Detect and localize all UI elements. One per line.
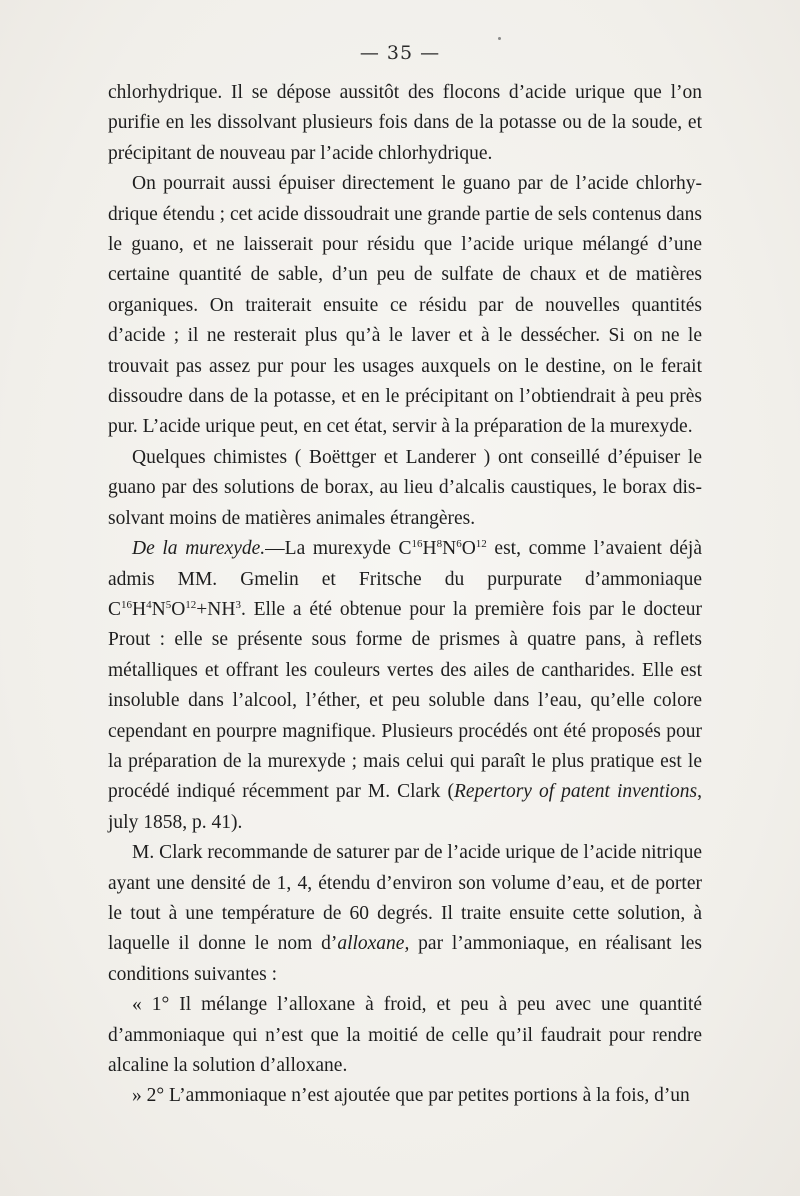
text-fragment: —La murexyde C bbox=[265, 538, 412, 560]
formula-index: 16 bbox=[121, 598, 133, 611]
text-fragment: par l’ammoniaque, en réalisant les conditions suivantes : bbox=[108, 933, 702, 985]
paragraph-5 bbox=[108, 838, 702, 990]
body-text bbox=[108, 78, 702, 1112]
section-title: De la murexyde. bbox=[132, 538, 266, 560]
text-fragment: , july 1858, p. 41). bbox=[108, 781, 702, 833]
text-fragment: N bbox=[151, 598, 166, 620]
alloxane-term: alloxane, bbox=[337, 933, 410, 955]
text-fragment: O bbox=[171, 598, 186, 620]
paragraph-3: Quelques chimistes ( Boëttger et Landerer ) ont conseillé d’épuiser le guano par des solutions de borax, au lieu d’alcalis caustiques, le borax dissolvant moins de matières animales étrangères. bbox=[108, 446, 702, 529]
formula-index: 3 bbox=[235, 598, 241, 611]
formula-index: 12 bbox=[475, 538, 487, 551]
paragraph-6: « 1° Il mélange l’alloxane à froid, et peu à peu avec une quantité d’ammoniaque qui n’est que la moitié de celle qu’il faudrait pour rendre alcaline la solution d’alloxane. bbox=[108, 994, 702, 1076]
formula-index: 8 bbox=[436, 538, 443, 551]
text-fragment: . Elle a été obtenue pour la première fois par le docteur Prout : elle se présente sous forme de prismes à quatre pans, à reflets métalliques et offrant les couleurs vertes des ailes de cantharides. Elle est insoluble dans l’alcool, l’éther, et peu soluble dans l’eau, qu’elle colore cependant en pourpre magnifique. Plusieurs procédés ont été proposés pour la préparation de la murexyde ; mais celui qui paraît le plus pratique est le procédé indiqué récemment par M. Clark ( bbox=[108, 598, 702, 803]
formula-index: 16 bbox=[411, 538, 423, 551]
text-fragment: H bbox=[132, 598, 147, 620]
reference-title: Repertory of patent inventions bbox=[453, 781, 698, 803]
text-fragment: N bbox=[442, 538, 457, 560]
paragraph-7: » 2° L’ammoniaque n’est ajoutée que par petites portions à la fois, d’un bbox=[132, 1085, 690, 1107]
text-fragment: O bbox=[461, 538, 476, 560]
text-fragment: est, comme l’avaient déjà admis MM. Gmelin et Fritsche du purpurate d’ammoniaque C bbox=[108, 538, 702, 620]
text-fragment: H bbox=[422, 538, 437, 560]
page-number: — 35 — bbox=[359, 42, 441, 64]
formula-index: 12 bbox=[185, 598, 197, 611]
formula-index: 4 bbox=[146, 598, 152, 611]
paragraph-2: On pourrait aussi épuiser directement le guano par de l’acide chlorhydrique étendu ; cet acide dissoudrait une grande partie de sels contenus dans le guano, et ne laisserait pour résidu que l’acide urique mélangé d’une certaine quantité de sable, d’un peu de sulfate de chaux et de matières organiques. On traiterait ensuite ce résidu par de nouvelles quantités d’acide ; il ne resterait plus qu’à le laver et à le dessécher. Si on ne le trouvait pas assez pur pour les usages auxquels on le destine, on le ferait dissoudre dans de la potasse, et en le précipitant on l’obtiendrait à peu près pur. L’acide urique peut, en cet état, servir à la préparation de la murexyde. bbox=[108, 173, 702, 438]
formula-index: 5 bbox=[165, 598, 172, 611]
formula-index: 6 bbox=[456, 538, 462, 551]
paragraph-4 bbox=[108, 534, 702, 838]
text-fragment: M. Clark recommande de saturer par de l’acide urique de l’acide nitrique ayant une densité de 1, 4, étendu d’environ son volume d’eau, et de porter le tout à une température de 60 degrés. Il traite ensuite cette solution, à laquelle il donne le nom d’ bbox=[108, 842, 702, 955]
paragraph-1: chlorhydrique. Il se dépose aussitôt des flocons d’acide urique que l’on purifie en les dissolvant plusieurs fois dans de la potasse ou de la soude, et précipitant de nouveau par l’acide chlorhydrique. bbox=[108, 82, 702, 164]
text-fragment: +NH bbox=[196, 598, 236, 620]
scan-speck bbox=[498, 37, 501, 40]
